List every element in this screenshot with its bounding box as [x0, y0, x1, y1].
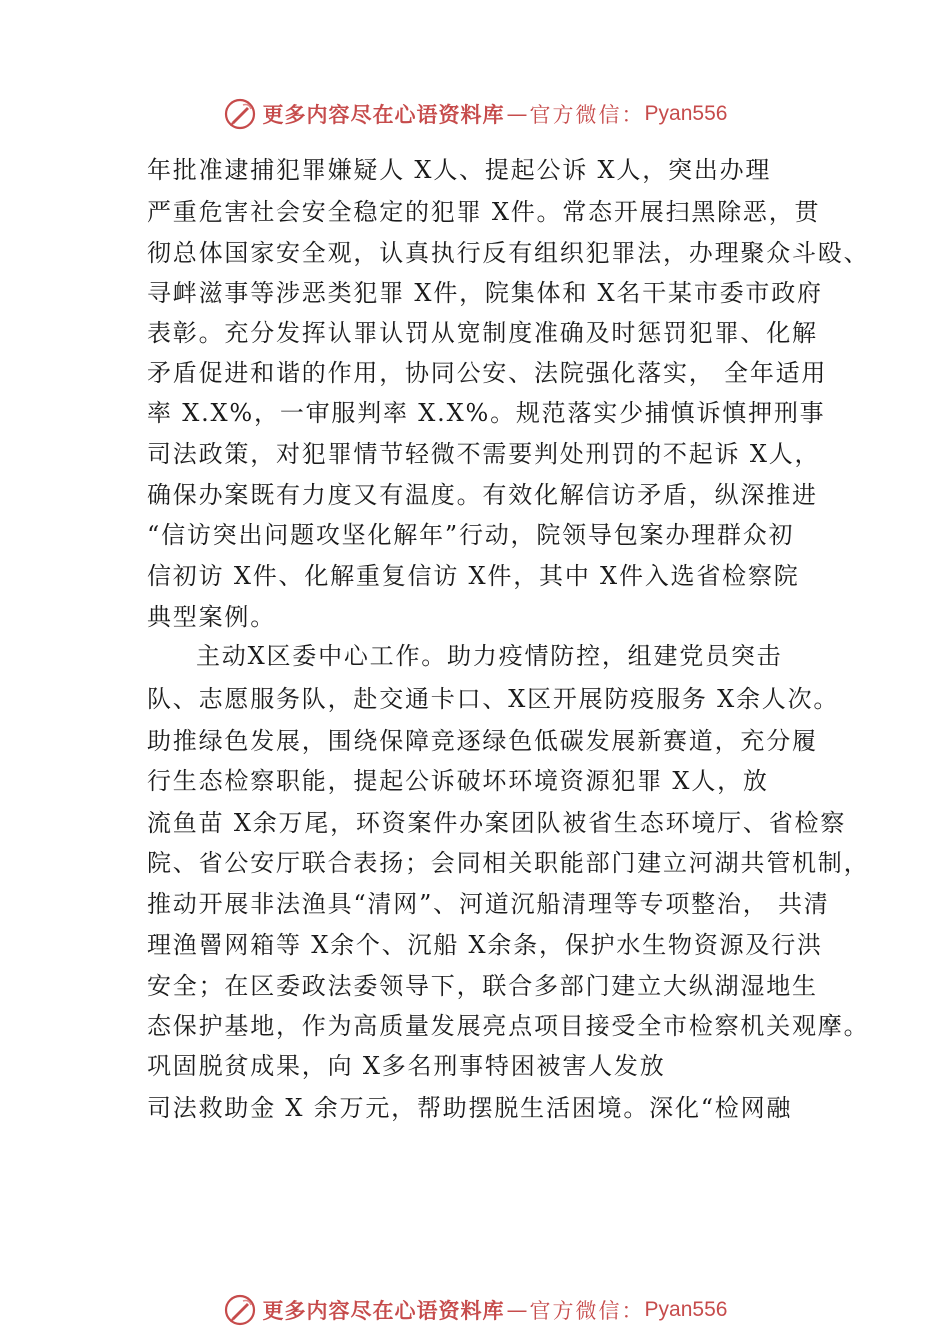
text-line: 理渔罾网箱等 X余个、沉船 X余条，保护水生物资源及行洪	[147, 931, 823, 959]
footer-banner	[0, 1290, 950, 1330]
text-line: “信访突出问题攻坚化解年”行动，院领导包案办理群众初	[147, 521, 795, 549]
banner-title: 更多内容尽在心语资料库	[262, 102, 505, 127]
text-line: 态保护基地，作为高质量发展亮点项目接受全市检察机关观摩。	[147, 1012, 870, 1040]
text-line: 率 X.X%，一审服判率 X.X%。规范落实少捕慎诉慎押刑事	[147, 399, 826, 427]
text-line: 院、省公安厅联合表扬；会同相关职能部门建立河湖共管机制，	[147, 849, 870, 877]
text-line: 确保办案既有力度又有温度。有效化解信访矛盾，纵深推进	[147, 481, 818, 509]
text-line: 推动开展非法渔具“清网”、河道沉船清理等专项整治， 共清	[147, 890, 830, 918]
text-line: 彻总体国家安全观，认真执行反有组织犯罪法，办理聚众斗殴、	[147, 239, 870, 267]
text-line: 典型案例。	[147, 603, 276, 631]
banner-wechat-id: Pyan556	[644, 1298, 728, 1321]
text-line: 队、志愿服务队，赴交通卡口、X区开展防疫服务 X余人次。	[147, 685, 840, 713]
pen-logo-icon	[223, 1293, 257, 1327]
banner-official-label: 官方微信：	[529, 1299, 645, 1323]
text-line: 安全；在区委政法委领导下，联合多部门建立大纵湖湿地生	[147, 972, 818, 1000]
text-line: 司法救助金 X 余万元，帮助摆脱生活困境。深化“检网融	[147, 1094, 793, 1122]
banner-official-label: 官方微信：	[529, 103, 645, 127]
banner-separator: —	[506, 1298, 528, 1322]
text-line: 表彰。充分发挥认罪认罚从宽制度准确及时惩罚犯罪、化解	[147, 319, 818, 347]
text-line: 司法政策，对犯罪情节轻微不需要判处刑罚的不起诉 X人，	[147, 440, 821, 468]
text-line: 流鱼苗 X余万尾，环资案件办案团队被省生态环境厅、省检察	[147, 809, 847, 837]
text-line: 助推绿色发展，围绕保障竞逐绿色低碳发展新赛道，充分履	[147, 727, 818, 755]
text-line: 矛盾促进和谐的作用，协同公安、法院强化落实， 全年适用	[147, 359, 828, 387]
banner-wechat-id: Pyan556	[644, 102, 728, 125]
banner-separator: —	[506, 102, 528, 126]
paragraph-start-line: 主动X区委中心工作。助力疫情防控，组建党员突击	[196, 642, 783, 670]
text-line: 年批准逮捕犯罪嫌疑人 X人、提起公诉 X人，突出办理	[147, 156, 772, 184]
banner-title: 更多内容尽在心语资料库	[262, 1298, 505, 1323]
text-line: 严重危害社会安全稳定的犯罪 X件。常态开展扫黑除恶，贯	[147, 198, 821, 226]
text-line: 寻衅滋事等涉恶类犯罪 X件，院集体和 X名干某市委市政府	[147, 279, 823, 307]
text-line: 信初访 X件、化解重复信访 X件，其中 X件入选省检察院	[147, 562, 800, 590]
text-line: 行生态检察职能，提起公诉破坏环境资源犯罪 X人，放	[147, 767, 769, 795]
text-line: 巩固脱贫成果，向 X多名刑事特困被害人发放	[147, 1052, 666, 1080]
